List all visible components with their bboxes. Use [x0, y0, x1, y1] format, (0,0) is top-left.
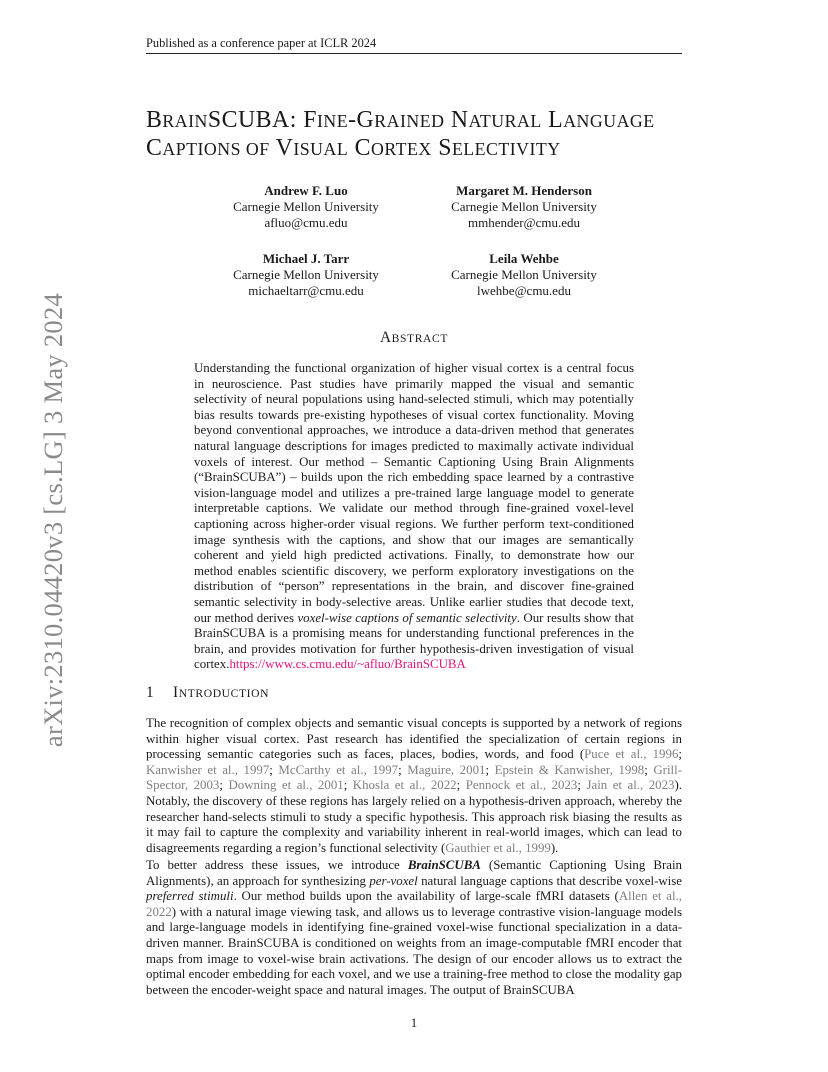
author-name: Margaret M. Henderson — [456, 183, 592, 198]
intro-paragraph-2 — [146, 858, 682, 998]
author-email: mmhender@cmu.edu — [468, 215, 580, 230]
title-segment: N — [444, 107, 469, 133]
title-segment: S — [431, 135, 452, 161]
intro-paragraph-1 — [146, 716, 682, 856]
author-affiliation: Carnegie Mellon University — [451, 199, 597, 214]
paragraph-text: ; — [343, 778, 353, 793]
emphasis-text: preferred stimuli — [146, 889, 234, 904]
title-segment: -G — [348, 107, 375, 133]
abstract-heading-initial: A — [379, 329, 392, 346]
citation-link[interactable]: Grill-Spector, 2003 — [146, 762, 682, 793]
citation-link[interactable]: Puce et al., 1996 — [584, 747, 679, 762]
section-number: 1 — [146, 684, 155, 701]
author-name: Leila Wehbe — [489, 251, 559, 266]
author-name: Andrew F. Luo — [264, 183, 348, 198]
citation-link[interactable]: Epstein & Kanwisher, 1998 — [494, 762, 645, 777]
author-block — [414, 183, 634, 231]
paragraph-text: . Our method builds upon the availability of large-scale fMRI datasets ( — [233, 889, 619, 904]
title-segment: V — [269, 135, 294, 161]
citation-link[interactable]: Kanwisher et al., 1997 — [146, 762, 270, 777]
running-header: Published as a conference paper at ICLR 2024 — [146, 36, 682, 54]
title-smallcaps-segment: RAINED — [374, 111, 445, 131]
section-heading — [146, 684, 269, 702]
citation-link[interactable]: Allen et al., 2022 — [146, 889, 682, 919]
title-line-1 — [146, 107, 706, 135]
title-segment: C — [348, 135, 372, 161]
abstract-text-end: . Our results show that BrainSCUBA is a promising means for understanding functional preferences in the brain, and provides motivation for further hypothesis-driven investigation of visual cortex. — [194, 610, 634, 672]
author-affiliation: Carnegie Mellon University — [233, 199, 379, 214]
paragraph-text: natural language captions that describe voxel-wise — [417, 873, 682, 888]
paragraph-text: ). Notably, the discovery of these regions has largely relied on a hypothesis-driven approach, whereby the researcher hand-selects stimuli to study a specific hypothesis. This approach risk biasing the results as it may fail to capture the complexity and variability inherent in real-world images, which can lead to disagreements regarding a region’s functional selectivity ( — [146, 778, 683, 855]
author-email: afluo@cmu.edu — [264, 215, 348, 230]
title-line-2 — [146, 135, 706, 163]
paragraph-text: (Semantic Captioning Using Brain Alignments), an approach for synthesizing — [146, 858, 682, 888]
title-smallcaps-segment: RAIN — [162, 111, 208, 131]
project-link[interactable]: https://www.cs.cmu.edu/~afluo/BrainSCUBA — [229, 657, 466, 672]
paragraph-text: ; — [644, 762, 654, 777]
abstract-heading — [146, 329, 682, 347]
title-smallcaps-segment: ATURAL — [468, 111, 542, 131]
paragraph-text: ) with a natural image viewing task, and allows us to leverage contrastive vision-language models and large-language models in identifying fine-grained voxel-wise functional specialization in a data-driven manner. BrainSCUBA is conditioned on weights from an image-computable fMRI encoder that maps from image to voxel-wise brain activations. The design of our encoder allows us to extract the optimal encoder embedding for each voxel, and we use a training-free method to close the modality gap between the encoder-weight space and natural images. The output of BrainSCUBA — [146, 904, 682, 997]
paragraph-text: ). — [550, 840, 559, 855]
citation-link[interactable]: McCarthy et al., 1997 — [278, 762, 399, 777]
paragraph-text: ; — [398, 762, 408, 777]
paper-title — [146, 107, 706, 163]
title-smallcaps-segment: ELECTIVITY — [451, 139, 561, 159]
page-number: 1 — [410, 1016, 418, 1030]
paragraph-text: To better address these issues, we introduce — [146, 858, 408, 872]
citation-link[interactable]: Downing et al., 2001 — [228, 778, 344, 793]
citation-link[interactable]: Jain et al., 2023 — [586, 778, 675, 793]
author-name: Michael J. Tarr — [262, 251, 350, 266]
citation-link[interactable]: Maguire, 2001 — [407, 762, 486, 777]
author-block — [196, 251, 416, 299]
paragraph-text: ; — [219, 778, 229, 793]
paragraph-text: ; — [269, 762, 279, 777]
paragraph-text: The recognition of complex objects and semantic visual concepts is supported by a network of regions within higher visual cortex. Past research has identified the specialization of certain regions in processing semantic categories such as faces, places, bodies, words, and food ( — [146, 716, 682, 762]
emphasis-text: per-voxel — [369, 873, 418, 888]
paragraph-text: ; — [456, 778, 466, 793]
author-email: michaeltarr@cmu.edu — [248, 283, 364, 298]
method-name: BrainSCUBA — [407, 858, 481, 872]
title-segment: SCUBA: F — [207, 107, 317, 133]
section-title-initial: I — [173, 684, 179, 701]
title-smallcaps-segment: ORTEX — [371, 139, 432, 159]
abstract-emphasis: voxel-wise captions of semantic selectivity — [297, 610, 517, 625]
citation-link[interactable]: Khosla et al., 2022 — [352, 778, 457, 793]
author-affiliation: Carnegie Mellon University — [451, 267, 597, 282]
abstract-text: Understanding the functional organization of higher visual cortex is a central focus in neuroscience. Past studies have primarily mapped the visual and semantic selectivity of neural populations using hand-selected stimuli, which may potentially bias results towards pre-existing hypotheses of visual cortex functionality. Moving beyond conventional approaches, we introduce a data-driven method that generates natural language descriptions for images predicted to maximally activate individual voxels of interest. Our method – Semantic Captioning Using Brain Alignments (“BrainSCUBA”) – builds upon the rich embedding space learned by a contrastive vision-language model and utilizes a pre-trained large language model to generate interpretable captions. We validate our method through fine-grained voxel-level captioning across higher-order visual regions. We further perform text-conditioned image synthesis with the captions, and show that our images are semantically coherent and yield high predicted activations. Finally, to demonstrate how our method enables scientific discovery, we perform exploratory investigations on the distribution of “person” representations in the brain, and discover fine-grained semantic selectivity in body-selective areas. Unlike earlier studies that decode text, our method derives — [194, 361, 634, 625]
section-title-rest: NTRODUCTION — [178, 687, 270, 700]
author-affiliation: Carnegie Mellon University — [233, 267, 379, 282]
abstract-body — [194, 361, 634, 673]
citation-link[interactable]: Pennock et al., 2023 — [465, 778, 578, 793]
title-smallcaps-segment: INE — [317, 111, 349, 131]
title-smallcaps-segment: ISUAL — [293, 139, 349, 159]
paragraph-text: ; — [577, 778, 587, 793]
title-segment: C — [146, 135, 163, 161]
title-smallcaps-segment: ANGUAGE — [563, 111, 655, 131]
author-email: lwehbe@cmu.edu — [477, 283, 571, 298]
title-segment: B — [146, 107, 163, 133]
author-block — [414, 251, 634, 299]
author-block — [196, 183, 416, 231]
citation-link[interactable]: Gauthier et al., 1999 — [445, 840, 551, 855]
arxiv-stamp: arXiv:2310.04420v3 [cs.LG] 3 May 2024 — [38, 292, 68, 748]
title-segment: L — [541, 107, 564, 133]
title-smallcaps-segment: APTIONS OF — [162, 139, 270, 159]
paragraph-text: ; — [485, 762, 495, 777]
paragraph-text: ; — [678, 747, 682, 762]
abstract-heading-rest: BSTRACT — [391, 332, 449, 345]
